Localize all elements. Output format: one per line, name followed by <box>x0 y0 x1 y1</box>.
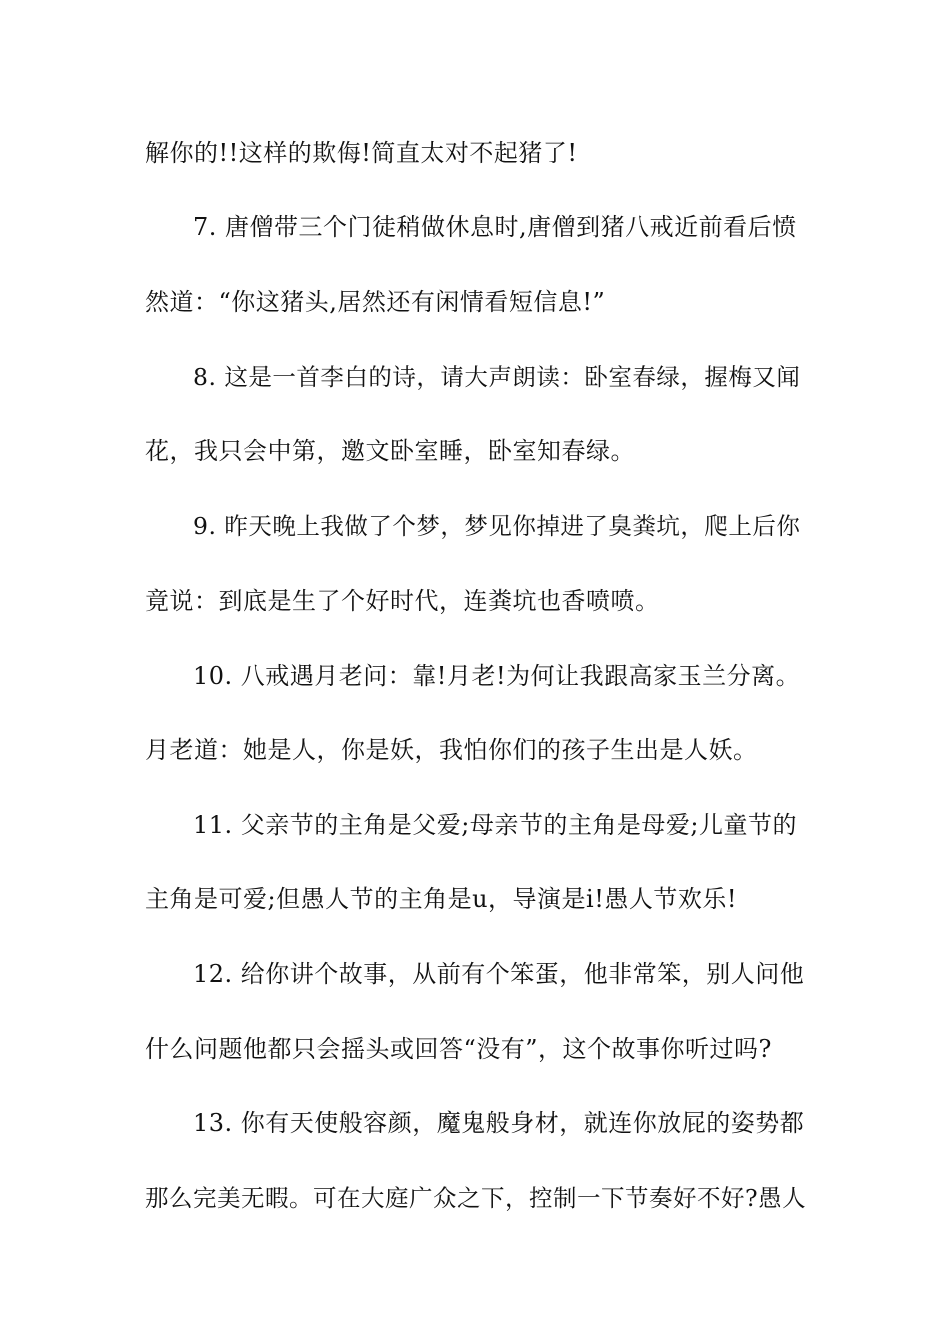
text-line: 10. 八戒遇月老问：靠!月老!为何让我跟高家玉兰分离。 <box>193 662 801 690</box>
text-line: 什么问题他都只会摇头或回答“没有”，这个故事你听过吗? <box>145 1035 772 1063</box>
text-line: 11. 父亲节的主角是父爱;母亲节的主角是母爱;儿童节的 <box>193 811 797 839</box>
text-line: 8. 这是一首李白的诗，请大声朗读：卧室春绿，握梅又闻 <box>193 363 801 391</box>
text-line: 解你的!!这样的欺侮!简直太对不起猪了! <box>145 139 578 167</box>
text-line: 13. 你有天使般容颜，魔鬼般身材，就连你放屁的姿势都 <box>193 1109 805 1137</box>
text-line: 主角是可爱;但愚人节的主角是u，导演是i!愚人节欢乐! <box>145 885 738 913</box>
text-line: 竟说：到底是生了个好时代，连粪坑也香喷喷。 <box>145 587 660 615</box>
text-line: 然道：“你这猪头,居然还有闲情看短信息!” <box>145 288 606 316</box>
text-line: 12. 给你讲个故事，从前有个笨蛋，他非常笨，别人问他 <box>193 960 805 988</box>
text-line: 月老道：她是人，你是妖，我怕你们的孩子生出是人妖。 <box>145 736 758 764</box>
text-line: 花，我只会中第，邀文卧室睡，卧室知春绿。 <box>145 437 635 465</box>
text-line: 那么完美无暇。可在大庭广众之下，控制一下节奏好不好?愚人 <box>145 1184 807 1212</box>
text-line: 7. 唐僧带三个门徒稍做休息时,唐僧到猪八戒近前看后愤 <box>193 213 797 241</box>
text-line: 9. 昨天晚上我做了个梦，梦见你掉进了臭粪坑，爬上后你 <box>193 512 801 540</box>
